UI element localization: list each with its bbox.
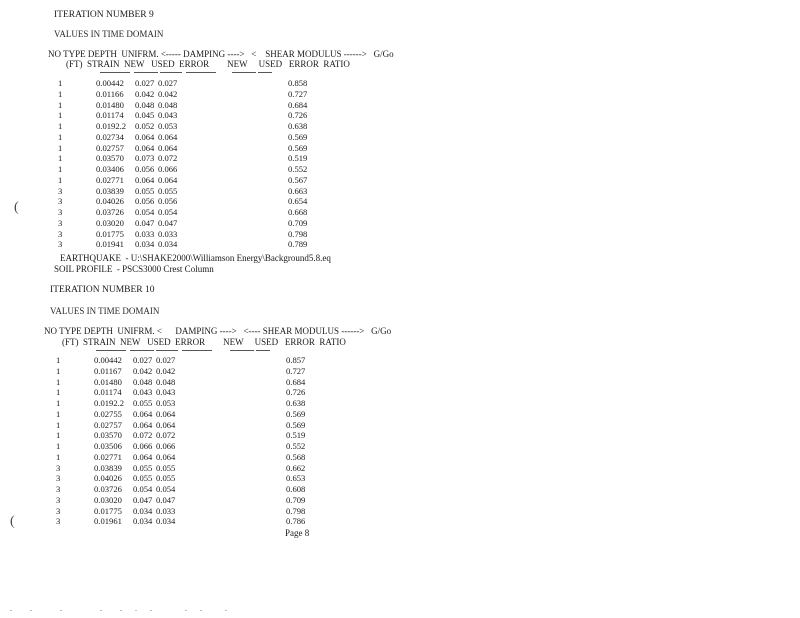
- table-cell: 0.684: [286, 376, 306, 387]
- table-cell: 0.727: [288, 88, 308, 99]
- table-cell: 0.042: [133, 365, 153, 376]
- table-cell: 0.857: [286, 355, 306, 365]
- table-cell: 1: [56, 365, 61, 376]
- table-cell: 1: [58, 88, 63, 99]
- table-cell: 0.064: [133, 419, 153, 430]
- table-cell: 0.054: [158, 207, 178, 217]
- table-cell: 0.056: [135, 196, 155, 207]
- table-cell: 3: [56, 516, 61, 527]
- header-underline: [256, 350, 270, 351]
- table-cell: 0.045: [135, 110, 155, 121]
- iteration-10-header-line-2: (FT) STRAIN NEW USED ERROR NEW USED ERROR RATIO: [62, 337, 346, 347]
- table-cell: 3: [58, 217, 63, 228]
- table-cell: 0.726: [288, 110, 308, 121]
- table-cell: 0.064: [156, 451, 176, 462]
- table-cell: 1: [56, 430, 61, 441]
- table-cell: 0.02755: [94, 408, 122, 419]
- table-cell: 0.027: [133, 355, 153, 365]
- table-cell: 0.01174: [94, 387, 122, 398]
- table-cell: 0.653: [286, 473, 306, 484]
- table-cell: 1: [56, 376, 61, 387]
- table-cell: 3: [58, 196, 63, 207]
- table-cell: 1: [56, 387, 61, 398]
- table-cell: 1: [58, 174, 63, 185]
- table-cell: 0.064: [156, 419, 176, 430]
- table-cell: 0.055: [156, 462, 176, 473]
- table-cell: 0.01174: [96, 110, 124, 121]
- table-cell: 0.02757: [94, 419, 122, 430]
- table-cell: 0.03506: [94, 441, 122, 451]
- table-cell: 0.02734: [96, 131, 124, 142]
- table-cell: 0.02757: [96, 142, 124, 153]
- table-cell: 0.01480: [94, 376, 122, 387]
- table-cell: 0.064: [158, 131, 178, 142]
- scan-mark: (: [10, 514, 15, 529]
- table-cell: 0.01167: [94, 365, 122, 376]
- table-cell: 0.048: [158, 99, 178, 110]
- table-cell: 0.033: [158, 228, 178, 239]
- table-cell: 0.056: [158, 196, 178, 207]
- table-cell: 0.054: [133, 484, 153, 494]
- table-cell: 0.552: [288, 164, 308, 174]
- table-cell: 3: [56, 473, 61, 484]
- table-cell: 0.042: [158, 88, 178, 99]
- table-cell: 0.047: [156, 494, 176, 505]
- table-cell: 0.03726: [94, 484, 122, 494]
- table-cell: 0.519: [288, 153, 308, 164]
- table-cell: 0.055: [135, 185, 155, 196]
- table-cell: 1: [56, 451, 61, 462]
- header-underline: [160, 72, 182, 73]
- table-cell: 0.663: [288, 185, 308, 196]
- table-cell: 0.072: [156, 430, 176, 441]
- header-underline: [230, 350, 254, 351]
- table-cell: 0.01941: [96, 239, 124, 250]
- table-cell: 0.0192.2: [96, 121, 127, 131]
- table-cell: 0.033: [156, 505, 176, 516]
- header-underline: [156, 350, 178, 351]
- table-cell: 3: [56, 462, 61, 473]
- table-cell: 0.027: [158, 78, 178, 88]
- table-cell: 0.043: [156, 387, 176, 398]
- table-cell: 0.042: [135, 88, 155, 99]
- table-cell: 0.568: [286, 451, 306, 462]
- table-cell: 0.684: [288, 99, 308, 110]
- table-cell: 0.048: [135, 99, 155, 110]
- iteration-9-header-line-2: (FT) STRAIN NEW USED ERROR NEW USED ERROR RATIO: [66, 59, 350, 69]
- table-cell: 0.709: [288, 217, 308, 228]
- iteration-9-title: ITERATION NUMBER 9: [54, 10, 154, 20]
- page-number: Page 8: [285, 528, 310, 538]
- table-cell: 0.034: [133, 505, 153, 516]
- table-cell: 3: [56, 494, 61, 505]
- table-cell: 0.034: [133, 516, 153, 527]
- table-cell: 1: [58, 110, 63, 121]
- table-cell: 3: [58, 185, 63, 196]
- table-cell: 0.055: [156, 473, 176, 484]
- table-cell: 0.709: [286, 494, 306, 505]
- iteration-10-subtitle: VALUES IN TIME DOMAIN: [50, 306, 160, 316]
- table-cell: 0.043: [133, 387, 153, 398]
- table-cell: 0.786: [286, 516, 306, 527]
- header-underline: [100, 72, 130, 73]
- table-cell: 0.064: [133, 408, 153, 419]
- table-cell: 0.01480: [96, 99, 124, 110]
- table-cell: 0.04026: [96, 196, 124, 207]
- table-cell: 3: [58, 207, 63, 217]
- table-cell: 0.055: [133, 398, 153, 408]
- table-cell: 0.047: [135, 217, 155, 228]
- table-cell: 1: [58, 99, 63, 110]
- table-cell: 0.567: [288, 174, 308, 185]
- table-cell: 0.027: [156, 355, 176, 365]
- table-cell: 3: [58, 239, 63, 250]
- table-cell: 1: [56, 355, 61, 365]
- table-cell: 1: [56, 419, 61, 430]
- table-cell: 0.042: [156, 365, 176, 376]
- table-cell: 3: [56, 484, 61, 494]
- header-underline: [130, 350, 154, 351]
- iteration-10-title: ITERATION NUMBER 10: [50, 285, 155, 295]
- table-cell: 0.055: [133, 462, 153, 473]
- table-cell: 0.064: [135, 174, 155, 185]
- table-cell: 0.03406: [96, 164, 124, 174]
- table-cell: 1: [58, 78, 63, 88]
- table-cell: 0.569: [288, 142, 308, 153]
- header-underline: [96, 350, 126, 351]
- table-cell: 1: [58, 131, 63, 142]
- table-cell: 0.056: [135, 164, 155, 174]
- table-cell: 3: [56, 505, 61, 516]
- table-cell: 0.668: [288, 207, 308, 217]
- table-cell: 0.033: [135, 228, 155, 239]
- table-cell: 1: [56, 441, 61, 451]
- table-cell: 0.072: [158, 153, 178, 164]
- table-cell: 0.858: [288, 78, 308, 88]
- table-cell: 0.03839: [94, 462, 122, 473]
- table-cell: 0.03020: [96, 217, 124, 228]
- table-cell: 0.072: [133, 430, 153, 441]
- table-cell: 0.569: [286, 419, 306, 430]
- table-cell: 0.066: [156, 441, 176, 451]
- table-cell: 0.047: [133, 494, 153, 505]
- table-cell: 0.552: [286, 441, 306, 451]
- table-cell: 0.638: [288, 121, 308, 131]
- table-cell: 0.053: [158, 121, 178, 131]
- header-underline: [258, 72, 272, 73]
- table-cell: 0.034: [158, 239, 178, 250]
- table-cell: 0.02771: [96, 174, 124, 185]
- soil-profile-line: SOIL PROFILE - PSCS3000 Crest Column: [54, 264, 214, 274]
- table-cell: 0.073: [135, 153, 155, 164]
- table-cell: 0.00442: [94, 355, 122, 365]
- table-cell: 1: [58, 121, 63, 131]
- table-cell: 0.01961: [94, 516, 122, 527]
- table-cell: 0.727: [286, 365, 306, 376]
- iteration-10-header-line-1: NO TYPE DEPTH UNIFRM. < DAMPING ----> <---- SHEAR MODULUS ------> G/Go: [44, 326, 392, 336]
- header-underline: [134, 72, 158, 73]
- table-cell: 0.064: [158, 174, 178, 185]
- header-underline: [232, 72, 256, 73]
- table-cell: 0.638: [286, 398, 306, 408]
- table-cell: 0.789: [288, 239, 308, 250]
- table-cell: 0.02771: [94, 451, 122, 462]
- table-cell: 0.04026: [94, 473, 122, 484]
- table-cell: 0.027: [135, 78, 155, 88]
- table-cell: 0.066: [133, 441, 153, 451]
- table-cell: 0.055: [158, 185, 178, 196]
- table-cell: 0.053: [156, 398, 176, 408]
- table-cell: 0.054: [135, 207, 155, 217]
- table-cell: 0.054: [156, 484, 176, 494]
- iteration-9-subtitle: VALUES IN TIME DOMAIN: [54, 29, 164, 39]
- table-cell: 0.662: [286, 462, 306, 473]
- table-cell: 0.034: [156, 516, 176, 527]
- table-cell: 0.03839: [96, 185, 124, 196]
- table-cell: 0.00442: [96, 78, 124, 88]
- table-cell: 0.055: [133, 473, 153, 484]
- table-cell: 0.798: [286, 505, 306, 516]
- table-cell: 0.569: [288, 131, 308, 142]
- table-cell: 1: [58, 142, 63, 153]
- table-cell: 1: [56, 398, 61, 408]
- table-cell: 0.048: [133, 376, 153, 387]
- table-cell: 3: [58, 228, 63, 239]
- table-cell: 0.064: [133, 451, 153, 462]
- table-cell: 0.034: [135, 239, 155, 250]
- table-cell: 0.03570: [94, 430, 122, 441]
- table-cell: 0.066: [158, 164, 178, 174]
- table-cell: 0.0192.2: [94, 398, 125, 408]
- table-cell: 0.01775: [96, 228, 124, 239]
- table-cell: 0.03020: [94, 494, 122, 505]
- table-cell: 0.064: [135, 131, 155, 142]
- table-cell: 0.03570: [96, 153, 124, 164]
- table-cell: 0.047: [158, 217, 178, 228]
- earthquake-line: EARTHQUAKE - U:\SHAKE2000\Williamson Energy\Background5.8.eq: [60, 253, 331, 263]
- table-cell: 0.726: [286, 387, 306, 398]
- header-underline: [182, 350, 212, 351]
- table-cell: 0.608: [286, 484, 306, 494]
- table-cell: 0.01775: [94, 505, 122, 516]
- table-cell: 0.654: [288, 196, 308, 207]
- table-cell: 1: [58, 153, 63, 164]
- table-cell: 0.569: [286, 408, 306, 419]
- table-cell: 0.043: [158, 110, 178, 121]
- table-cell: 0.519: [286, 430, 306, 441]
- table-cell: 0.048: [156, 376, 176, 387]
- table-cell: 0.064: [135, 142, 155, 153]
- table-cell: 0.064: [156, 408, 176, 419]
- table-cell: 0.052: [135, 121, 155, 131]
- table-cell: 1: [58, 164, 63, 174]
- table-cell: 0.01166: [96, 88, 124, 99]
- scan-mark: (: [14, 200, 19, 215]
- iteration-9-header-line-1: NO TYPE DEPTH UNIFRM. <----- DAMPING ----> < SHEAR MODULUS ------> G/Go: [48, 49, 394, 59]
- table-cell: 1: [56, 408, 61, 419]
- scan-noise: . . . . . . . . . .: [10, 604, 230, 613]
- table-cell: 0.03726: [96, 207, 124, 217]
- table-cell: 0.064: [158, 142, 178, 153]
- header-underline: [186, 72, 216, 73]
- table-cell: 0.798: [288, 228, 308, 239]
